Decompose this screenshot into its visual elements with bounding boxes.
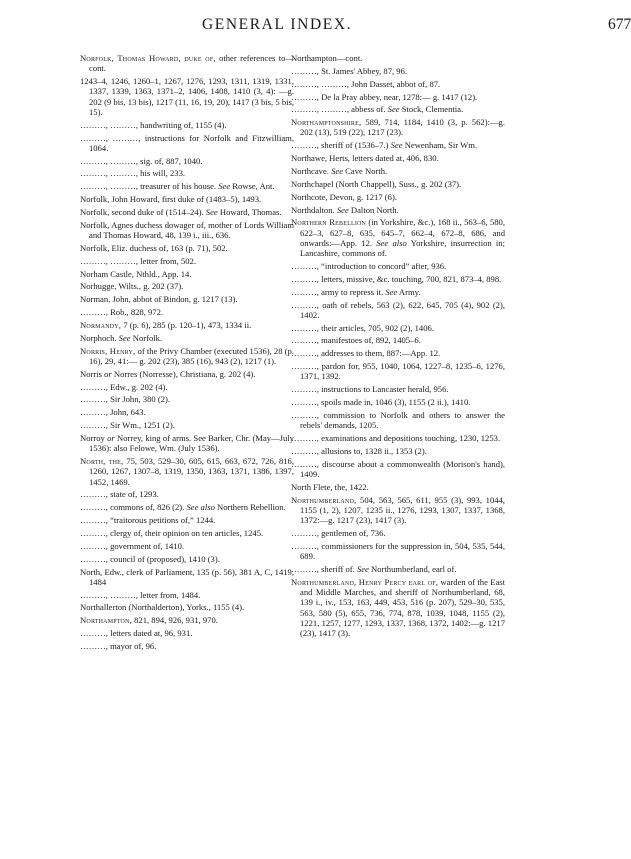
index-entry: [291, 384, 505, 394]
index-entry: [80, 456, 294, 487]
entry-text: ………, commissioners for the suppression in, 504, 535, 544, 689.: [291, 540, 505, 562]
entry-cross-reference: or: [104, 368, 112, 379]
entry-text: ………, gentlemen of, 736.: [291, 527, 386, 538]
entry-cross-reference: See: [385, 286, 398, 297]
entry-text: North, Edw., clerk of Parliament, 135 (p. 56), 381 A, C, 1419, 1484: [80, 566, 294, 587]
index-entry: [80, 541, 294, 551]
index-entry: [80, 256, 294, 266]
entry-heading: Normandy,: [80, 320, 122, 330]
index-entry: [80, 294, 294, 304]
index-entry: [291, 323, 505, 333]
entry-cross-reference: See: [118, 332, 131, 343]
entry-text: Northallerton (Northalderton), Yorks., 1155 (4).: [80, 602, 245, 613]
index-entry: [291, 217, 505, 258]
entry-text: Northchapel (North Chappell), Suss., g. 202 (37).: [291, 178, 462, 189]
index-entry: [80, 567, 294, 588]
entry-text: ………, ………, letter from, 1484.: [80, 589, 201, 600]
entry-text: ………, John, 643.: [80, 407, 146, 418]
entry-text: 821, 894, 926, 931, 970.: [131, 615, 218, 626]
entry-text-tail: Dalton North.: [348, 204, 399, 215]
entry-text-tail: cont.: [89, 63, 106, 74]
entry-cross-reference: See: [205, 207, 218, 217]
index-entry: [80, 615, 294, 625]
entry-text: ………, ………, handwriting of, 1155 (4).: [80, 119, 227, 130]
index-entry: [291, 410, 505, 431]
entry-text: ………, ………, John Dasset, abbot of, 87.: [291, 78, 441, 89]
entry-text-tail: Rowse, Ant.: [230, 181, 275, 192]
entry-text-tail: cont.: [345, 53, 363, 63]
entry-text: ………, ………, sig. of, 887, 1040.: [80, 155, 203, 166]
index-entry: [80, 515, 294, 525]
index-entry: [291, 300, 505, 321]
index-entry: [80, 628, 294, 638]
entry-heading: Northamptonshire,: [291, 117, 362, 128]
entry-text: Northawe, Herts, letters dated at, 406, 830.: [291, 153, 439, 164]
entry-text-tail: Yorkshire, insurrection in; Lancashire, commons of.: [300, 237, 505, 259]
entry-text: ………, spoils made in, 1046 (3), 1155 (2 ii.), 1410.: [291, 397, 471, 408]
index-entry: [291, 166, 505, 176]
entry-text: ………, ………, treasurer of his house.: [80, 181, 219, 192]
index-entry: [80, 281, 294, 291]
entry-text-tail: Newenham, Sir Wm.: [402, 140, 478, 151]
entry-text: ………, mayor of, 96.: [80, 640, 157, 651]
index-entry: [80, 346, 294, 367]
index-entry: [80, 590, 294, 600]
entry-text-tail: Norfolk.: [130, 332, 163, 343]
entry-text: Norham Castle, Nthld., App. 14.: [80, 268, 192, 279]
entry-text: ………, Edw., g. 202 (4).: [80, 381, 168, 392]
entry-text: Norfolk, Eliz. duchess of, 163 (p. 71), 502.: [80, 242, 228, 253]
entry-text: ………, ………, letter from, 502.: [80, 255, 196, 266]
index-entry: [291, 577, 505, 639]
index-entry: [291, 397, 505, 407]
index-entry: [80, 420, 294, 430]
entry-text-tail: Norrey, king of arms. See Barker, Chr. (May—July 1536): also Felowe, Wm. (July 1536).: [89, 433, 294, 454]
entry-heading: Norfolk, Thomas Howard, duke of,: [80, 53, 216, 63]
entry-text-tail: Army.: [397, 286, 421, 297]
entry-text: ………, Sir John, 380 (2).: [80, 394, 170, 405]
entry-text: Norris: [80, 368, 105, 379]
index-entry: [80, 641, 294, 651]
index-entry: [291, 274, 505, 284]
entry-text: Norman, John, abbot of Bindon, g. 1217 (13).: [80, 294, 238, 305]
entry-text: ………, Sir Wm., 1251 (2).: [80, 420, 175, 431]
index-entry: [80, 489, 294, 499]
index-entry: [291, 66, 505, 76]
entry-cross-reference: See: [390, 140, 403, 151]
entry-cross-reference: See: [387, 104, 400, 115]
index-entry: [80, 502, 294, 512]
index-entry: [80, 320, 294, 330]
index-entry: [80, 602, 294, 612]
entry-text: ………, their articles, 705, 902 (2), 1406.: [291, 322, 434, 333]
entry-text: 7 (p. 6), 285 (p. 120–1), 473, 1334 ii.: [121, 320, 252, 330]
index-entry: [80, 554, 294, 564]
entry-text: 504, 563, 565, 611, 955 (3), 993, 1044, 1155 (1, 2), 1207, 1235 ii., 1276, 1293, 1307, 1337, 1368, 1372:—g. 1217 (23), 1417 (3).: [300, 494, 505, 526]
entry-text: warden of the East and Middle Marches, and sheriff of Northumberland, 68, 139 i., iv., 153, 163, 449, 453, 516 (p. 207), 529–30, 535, 563, 580 (5), 655, 736, 774, 878, 1039, 1048, 1155 (2), 1221, 1257, 1277, 1293, 1337, 1368, 1372, 1402:—g. 1217 (23), 1417 (3).: [300, 576, 505, 638]
entry-text: ………, “introduction to concord” after, 936.: [291, 260, 447, 271]
index-entry: [80, 156, 294, 166]
index-entry: [80, 394, 294, 404]
index-entry: [291, 104, 505, 114]
entry-cross-reference: See also: [186, 502, 215, 513]
entry-text: ………, clergy of, their opinion on ten articles, 1245.: [80, 527, 264, 538]
index-entry: [80, 333, 294, 343]
entry-text: ………, letters, missive, &c. touching, 700, 821, 873–4, 898.: [291, 273, 502, 284]
entry-cross-reference: See: [336, 204, 349, 215]
entry-text: (in Yorkshire, &c.), 168 ii., 563–6, 580, 622–3, 627–8, 635, 645–7, 662–4, 672–8, 686, and onwards:—App. 12.: [300, 217, 505, 248]
entry-heading: Northern Rebellion: [291, 217, 367, 228]
index-entry: [80, 181, 294, 191]
entry-text: Norphoch.: [80, 332, 119, 343]
entry-text-tail: Norres (Norresse), Christiana, g. 202 (4).: [111, 368, 256, 379]
index-entry: [291, 495, 505, 526]
index-entry: [80, 433, 294, 454]
entry-text: Norfolk, John Howard, first duke of (1483–5), 1493.: [80, 194, 262, 205]
entry-text-tail: Northumberland, earl of.: [368, 563, 457, 574]
index-entry: [291, 335, 505, 345]
entry-text: ………, council of (proposed), 1410 (3).: [80, 553, 220, 564]
index-entry: [291, 446, 505, 456]
entry-cross-reference: See: [218, 181, 231, 192]
entry-text-tail: Cave North.: [343, 166, 388, 176]
entry-text: ………, examinations and depositions touching, 1230, 1253.: [291, 433, 501, 443]
index-entry: [80, 243, 294, 253]
entry-text: ………, government of, 1410.: [80, 540, 185, 551]
entry-heading: Northumberland, Henry Percy earl of,: [291, 576, 439, 587]
entry-text: Northdalton.: [291, 204, 337, 215]
entry-text-tail: Northern Rebellion.: [214, 502, 286, 513]
entry-text: ………, ………, instructions for Norfolk and Fitzwilliam, 1064.: [80, 132, 294, 153]
index-entry: [80, 220, 294, 241]
entry-text: Northcave.: [291, 166, 332, 176]
index-column-right: [291, 53, 505, 641]
entry-text: Northcote, Devon, g. 1217 (6).: [291, 191, 397, 202]
entry-text: ………, Rob., 828, 972.: [80, 307, 164, 318]
index-entry: [80, 194, 294, 204]
page-title: GENERAL INDEX.: [202, 16, 353, 33]
entry-text: Norhugge, Wilts., g. 202 (37).: [80, 281, 184, 292]
entry-text: Norroy: [80, 433, 108, 443]
entry-text: Northampton—: [291, 53, 346, 63]
entry-text: ………, addresses to them, 887:—App. 12.: [291, 348, 441, 359]
index-entry: [291, 433, 505, 443]
entry-text: North Flete, the, 1422.: [291, 481, 369, 492]
index-entry: [80, 269, 294, 279]
entry-text-tail: Stock, Clementia.: [399, 104, 464, 115]
entry-text: ………, commons of, 826 (2).: [80, 502, 187, 513]
entry-text: ………, allusions to, 1328 ii., 1353 (2).: [291, 445, 427, 456]
index-entry: [291, 482, 505, 492]
entry-text: ………, discourse about a commonwealth (Morison's hand), 1409.: [291, 458, 505, 479]
entry-text: ………, instructions to Lancaster herald, 956.: [291, 384, 449, 395]
entry-heading: Northampton,: [80, 615, 132, 626]
index-entry: [80, 407, 294, 417]
index-entry: [80, 76, 294, 117]
entry-text: other references to—: [215, 53, 294, 63]
entry-text: Norfolk, Agnes duchess dowager of, mother of Lords William and Thomas Howard, 48, 139 i., iii., 636.: [80, 219, 294, 241]
entry-text: 1243–4, 1246, 1260–1, 1267, 1276, 1293, 1311, 1319, 1331, 1337, 1339, 1363, 1371–2, 1406, 1408, 1410 (3, 4): —g. 202 (9 bis, 13 bis), 1217 (11, 16, 19, 20), 1417 (3 bis, 5 bis, 15).: [80, 76, 294, 117]
index-entry: [80, 528, 294, 538]
index-entry: [80, 168, 294, 178]
entry-text: ………, oath of rebels, 563 (2), 622, 645, 705 (4), 902 (2), 1402.: [291, 299, 505, 320]
entry-text: ………, sheriff of (1536–7.): [291, 140, 391, 151]
entry-text: ………, manifestoes of, 892, 1405–6.: [291, 335, 421, 346]
index-entry: [291, 205, 505, 215]
index-entry: [291, 192, 505, 202]
entry-text: ………, “traitorous petitions of,” 1244.: [80, 515, 216, 526]
index-entry: [291, 541, 505, 562]
entry-cross-reference: See also: [376, 237, 407, 248]
index-entry: [80, 382, 294, 392]
entry-text: ………, pardon for, 955, 1040, 1064, 1227–8, 1235–6, 1276, 1371, 1392.: [291, 361, 505, 382]
index-entry: [291, 348, 505, 358]
entry-heading: North, the,: [80, 456, 124, 467]
entry-text: ………, ………, his will, 233.: [80, 168, 186, 179]
entry-text: ………, ………, abbess of.: [291, 104, 388, 115]
index-entry: [291, 140, 505, 150]
index-entry: [291, 287, 505, 297]
index-entry: [291, 79, 505, 89]
index-column-left: [80, 53, 294, 654]
index-entry: [291, 153, 505, 163]
entry-text: ………, sheriff of.: [291, 563, 357, 574]
entry-text: ………, commission to Norfolk and others to answer the rebels' demands, 1205.: [291, 409, 505, 431]
entry-text: Norfolk, second duke of (1514–24).: [80, 207, 206, 217]
entry-heading: Northumberland,: [291, 494, 357, 505]
index-entry: [291, 92, 505, 102]
index-entry: [291, 564, 505, 574]
index-entry: [291, 53, 505, 63]
index-entry: [291, 528, 505, 538]
page-number: 677: [608, 16, 631, 33]
index-entry: [80, 369, 294, 379]
entry-text: 589, 714, 1184, 1410 (3, p. 562):—g. 202 (13), 519 (22), 1217 (23).: [300, 117, 505, 138]
entry-text: ………, De la Pray abbey, near, 1278:— g. 1417 (12).: [291, 91, 478, 102]
index-entry: [80, 307, 294, 317]
index-entry: [80, 120, 294, 130]
entry-text: of the Privy Chamber (executed 1536), 28 (p. 16), 29, 41:— g. 202 (23), 385 (16), 943 (2), 1217 (1).: [89, 345, 294, 366]
index-entry: [80, 207, 294, 217]
entry-text: ………, letters dated at, 96, 931.: [80, 628, 193, 639]
index-entry: [291, 459, 505, 480]
entry-cross-reference: See: [356, 563, 369, 574]
index-entry: [291, 361, 505, 382]
entry-text-tail: Howard, Thomas.: [217, 207, 282, 217]
entry-text: ………, state of, 1293.: [80, 489, 159, 500]
entry-cross-reference: or: [107, 433, 115, 443]
index-entry: [291, 179, 505, 189]
entry-heading: Norris, Henry,: [80, 345, 136, 356]
entry-text: 75, 503, 529–30, 605, 615, 663, 672, 726, 816, 1260, 1267, 1307–8, 1319, 1350, 1363, 1371, 1386, 1397, 1452, 1469.: [89, 456, 294, 487]
entry-text: ………, St. James' Abbey, 87, 96.: [291, 65, 408, 76]
index-entry: [291, 261, 505, 271]
entry-text: ………, army to repress it.: [291, 286, 386, 297]
index-entry: [291, 117, 505, 138]
running-header: [80, 14, 631, 38]
entry-cross-reference: See: [331, 166, 344, 176]
index-entry: [80, 133, 294, 154]
index-entry: [80, 53, 294, 74]
